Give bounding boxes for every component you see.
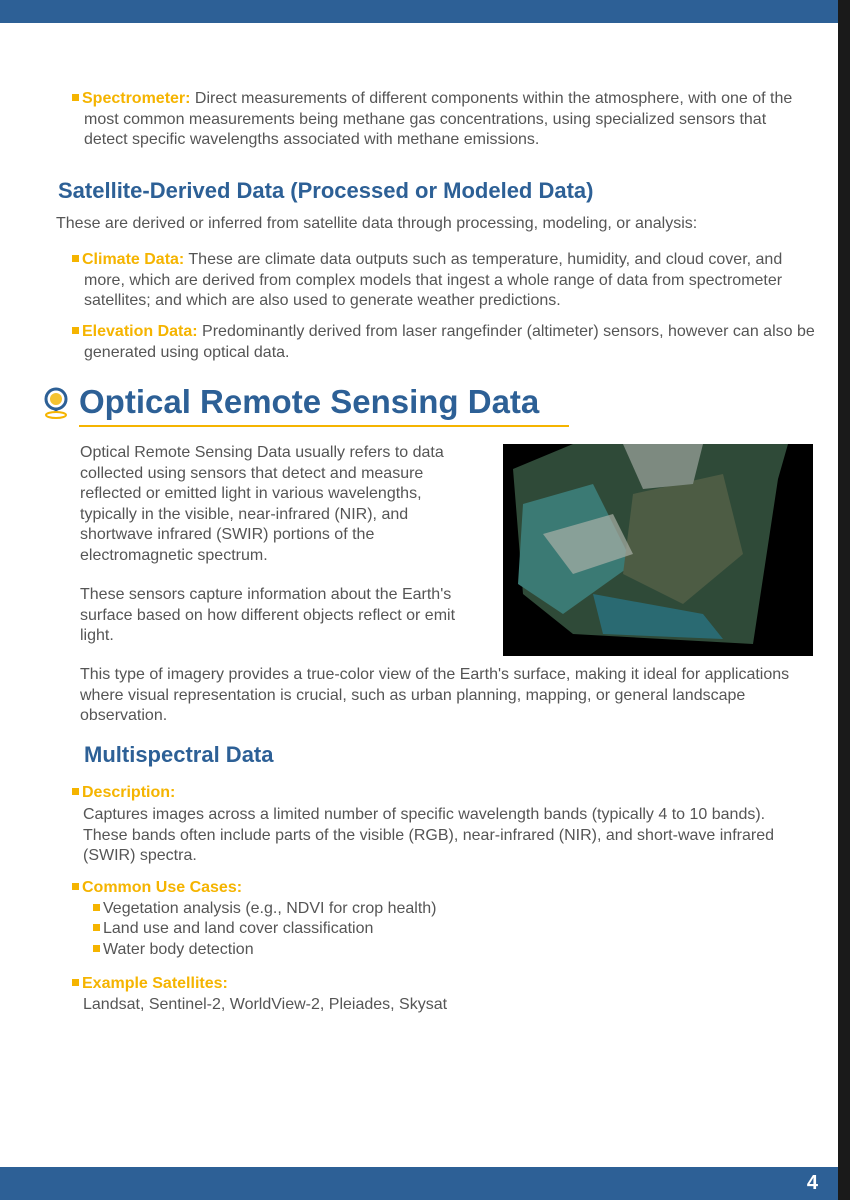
optical-paragraph-1: Optical Remote Sensing Data usually refers to data collected using sensors that detect and measure reflected or emitted light in various wavelengths, typically in the visible, near-infrared (NIR), and shortwave infrared (SWIR) portions of the electromagnetic spectrum. xyxy=(80,444,444,564)
use-case-item: Vegetation analysis (e.g., NDVI for crop health) xyxy=(93,899,437,920)
use-cases-label: Common Use Cases: xyxy=(72,878,242,899)
optical-paragraph-3: This type of imagery provides a true-color view of the Earth's surface, making it ideal for applications where visual representation is crucial, such as urban planning, mapping, or general landscape observation. xyxy=(80,666,790,724)
bullet-icon xyxy=(72,788,79,795)
bullet-icon xyxy=(93,924,100,931)
footer-bar xyxy=(0,1167,838,1200)
page-number: 4 xyxy=(806,1172,818,1194)
satellites-label: Example Satellites: xyxy=(72,974,228,995)
climate-item: Climate Data: These are climate data outputs such as temperature, humidity, and cloud cover, and more, which are derived from complex models that ingest a whole range of data from spectrometer satellites; and which are also used to generate weather predictions. xyxy=(72,250,817,312)
satellites-text: Landsat, Sentinel-2, WorldView-2, Pleiades, Skysat xyxy=(83,996,448,1013)
location-pin-icon xyxy=(42,386,70,420)
optical-paragraph-2: These sensors capture information about the Earth's surface based on how different objects reflect or emit light. xyxy=(80,586,456,644)
description-text: Captures images across a limited number of specific wavelength bands (typically 4 to 10 bands). These bands often include parts of the visible (RGB), near-infrared (NIR), and short-wave infrared (SWIR) spectra. xyxy=(83,806,774,864)
bullet-icon xyxy=(72,327,79,334)
bullet-icon xyxy=(72,94,79,101)
optical-heading: Optical Remote Sensing Data xyxy=(79,383,540,420)
use-case-item: Land use and land cover classification xyxy=(93,919,373,940)
derived-intro: These are derived or inferred from satellite data through processing, modeling, or analysis: xyxy=(56,215,698,232)
bullet-icon xyxy=(93,904,100,911)
heading-underline xyxy=(79,425,569,427)
description-label: Description: xyxy=(72,783,175,804)
derived-heading: Satellite-Derived Data (Processed or Modeled Data) xyxy=(58,178,594,203)
bullet-icon xyxy=(93,945,100,952)
header-bar xyxy=(0,0,838,23)
use-case-item: Water body detection xyxy=(93,940,254,961)
spectrometer-item: Spectrometer: Direct measurements of different components within the atmosphere, with one of the most common measurements being methane gas concentrations, using specialized sensors that detect specific wavelengths associated with methane emissions. xyxy=(72,89,812,151)
elevation-item: Elevation Data: Predominantly derived from laser rangefinder (altimeter) sensors, however can also be generated using optical data. xyxy=(72,322,817,363)
multispectral-heading: Multispectral Data xyxy=(84,742,274,767)
bullet-icon xyxy=(72,255,79,262)
satellite-image xyxy=(503,444,813,656)
bullet-icon xyxy=(72,883,79,890)
bullet-icon xyxy=(72,979,79,986)
